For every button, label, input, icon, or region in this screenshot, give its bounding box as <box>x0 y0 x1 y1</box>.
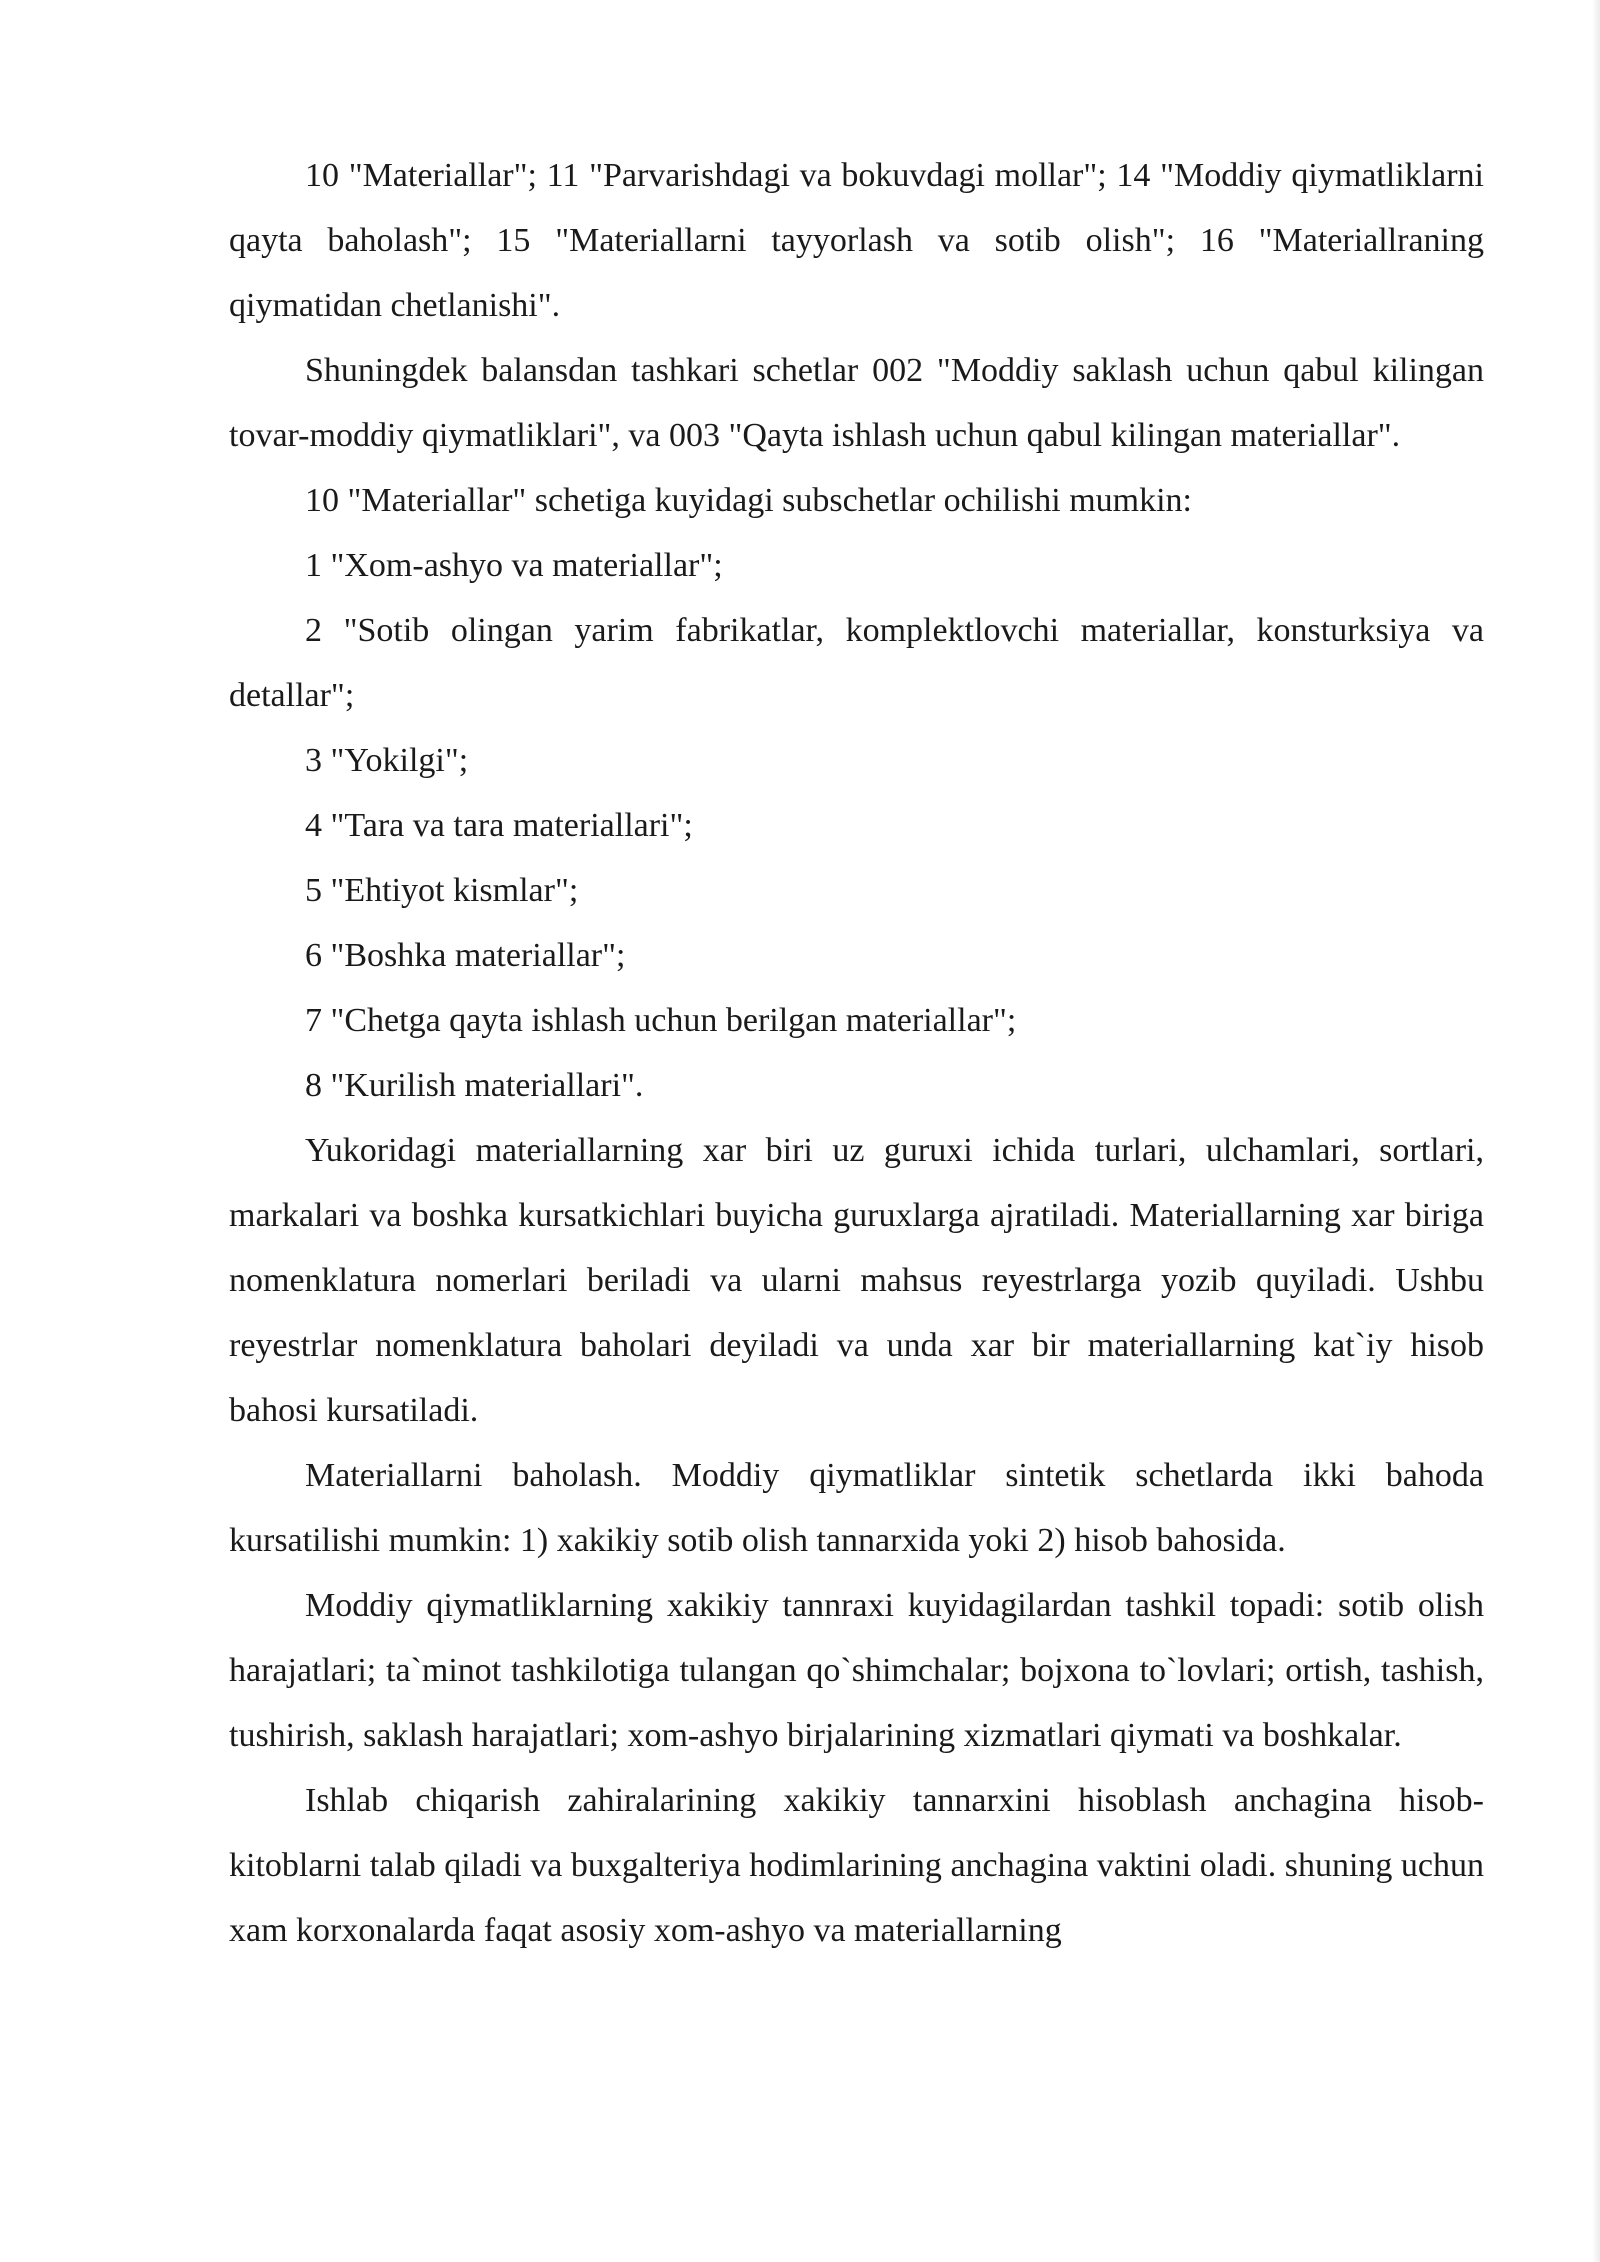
page-edge-shadow <box>1592 0 1600 2262</box>
paragraph-off-balance: Shuningdek balansdan tashkari schetlar 002 "Moddiy saklash uchun qabul kilingan tovar-moddiy qiymatliklari", va 003 "Qayta ishlash uchun qabul kilingan materiallar". <box>229 352 1484 454</box>
list-item-subaccount-7: 7 "Chetga qayta ishlash uchun berilgan materiallar"; <box>305 1002 1017 1039</box>
list-item-subaccount-2: 2 "Sotib olingan yarim fabrikatlar, komplektlovchi materiallar, konsturksiya va detallar"; <box>229 612 1484 714</box>
paragraph-calculation: Ishlab chiqarish zahiralarining xakikiy tannarxini hisoblash anchagina hisob-kitoblarni talab qiladi va buxgalteriya hodimlarining anchagina vaktini oladi. shuning uchun xam korxonalarda faqat asosiy xom-ashyo va materiallarning <box>229 1782 1484 1949</box>
paragraph-actual-cost: Moddiy qiymatliklarning xakikiy tannraxi kuyidagilardan tashkil topadi: sotib olish harajatlari; ta`minot tashkilotiga tulangan qo`shimchalar; bojxona to`lovlari; ortish, tashish, tushirish, saklash harajatlari; xom-ashyo birjalarining xizmatlari qiymati va boshkalar. <box>229 1587 1484 1754</box>
document-body <box>229 143 1484 1963</box>
paragraph-valuation: Materiallarni baholash. Moddiy qiymatliklar sintetik schetlarda ikki bahoda kursatilishi mumkin: 1) xakikiy sotib olish tannarxida yoki 2) hisob bahosida. <box>229 1457 1484 1559</box>
list-item-subaccount-4: 4 "Tara va tara materiallari"; <box>305 807 693 844</box>
list-item-subaccount-5: 5 "Ehtiyot kismlar"; <box>305 872 579 909</box>
paragraph-grouping: Yukoridagi materiallarning xar biri uz guruxi ichida turlari, ulchamlari, sortlari, markalari va boshka kursatkichlari buyicha guruxlarga ajratiladi. Materiallarning xar biriga nomenklatura nomerlari beriladi va ularni mahsus reyestrlarga yozib quyiladi. Ushbu reyestrlar nomenklatura baholari deyiladi va unda xar bir materiallarning kat`iy hisob bahosi kursatiladi. <box>229 1132 1484 1429</box>
list-item-subaccount-1: 1 "Xom-ashyo va materiallar"; <box>305 547 723 584</box>
paragraph-accounts-list: 10 "Materiallar"; 11 "Parvarishdagi va bokuvdagi mollar"; 14 "Moddiy qiymatliklarni qayta baholash"; 15 "Materiallarni tayyorlash va sotib olish"; 16 "Materiallraning qiymatidan chetlanishi". <box>229 157 1484 324</box>
list-item-subaccount-3: 3 "Yokilgi"; <box>305 742 469 779</box>
list-item-subaccount-6: 6 "Boshka materiallar"; <box>305 937 626 974</box>
list-item-subaccount-8: 8 "Kurilish materiallari". <box>305 1067 644 1104</box>
paragraph-subaccounts-intro: 10 "Materiallar" schetiga kuyidagi subschetlar ochilishi mumkin: <box>305 482 1193 519</box>
